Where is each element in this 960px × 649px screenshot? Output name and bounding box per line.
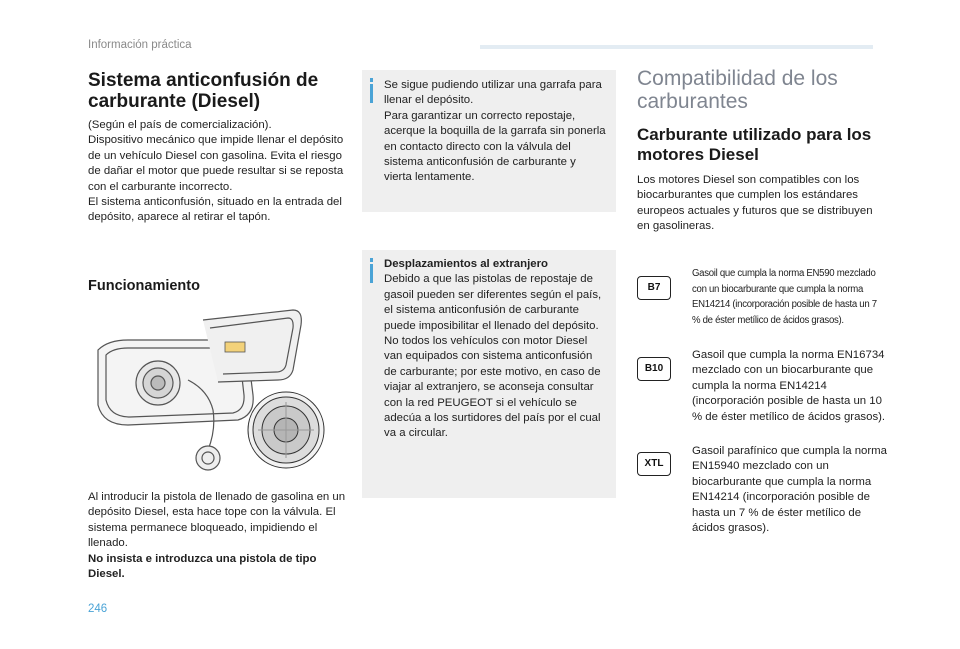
warning-text: No insista e introduzca una pistola de tipo Diesel. xyxy=(88,552,317,581)
jerrycan-note-text: Se sigue pudiendo utilizar una garrafa para llenar el depósito. Para garantizar un correcto repostaje, acerque la boquilla de la garrafa sin ponerla en contacto directo con la válvula del sistema anticonfusión de carburante y vierta lentamente. xyxy=(384,79,606,184)
fuel-label-b7: B7 xyxy=(637,276,671,300)
fuel-label-b10: B10 xyxy=(637,357,671,381)
fuel-label-xtl: XTL xyxy=(637,452,671,476)
info-note-jerrycan xyxy=(362,70,616,212)
fuel-filler-illustration xyxy=(88,300,338,480)
info-note-abroad xyxy=(362,250,616,498)
section-header: Información práctica xyxy=(88,39,192,51)
fuel-desc-xtl: Gasoil parafínico que cumpla la norma EN15940 mezclado con un biocarburante que cumpla la norma EN14214 (incorporación posible de hasta un 7 % de éster metílico de ácidos grasos). xyxy=(692,445,888,535)
diesel-fuel-heading: Carburante utilizado para los motores Diesel xyxy=(637,125,872,164)
header-divider xyxy=(480,45,873,49)
operation-text: Al introducir la pistola de llenado de gasolina en un depósito Diesel, esta hace tope con la válvula. El sistema permanece bloqueado, impidiendo el llenado. xyxy=(88,491,346,550)
compatibility-title: Compatibilidad de los carburantes xyxy=(637,67,838,113)
abroad-note-text: Debido a que las pistolas de repostaje de gasoil pueden ser diferentes según el país, el sistema anticonfusión de carburante puede imposibilitar el llenado del depósito. No todos los vehículos con motor Diesel van equipados con sistema anticonfusión de carburante; por este motivo, en caso de viajar al extranjero, se aconseja consultar con la red PEUGEOT si el vehículo se adecúa a los surtidores del país por el cual va a circular. xyxy=(384,273,602,440)
operation-paragraph xyxy=(88,490,350,582)
info-marker-icon xyxy=(370,84,373,103)
operation-heading: Funcionamiento xyxy=(88,278,200,294)
info-marker-icon xyxy=(370,264,373,283)
diesel-intro-paragraph: Los motores Diesel son compatibles con los biocarburantes que cumplen los estándares europeos actuales y futuros que se distribuyen en gasolineras. xyxy=(637,174,873,233)
info-marker-dot xyxy=(370,78,373,82)
intro-paragraph: (Según el país de comercialización). Dispositivo mecánico que impide llenar el depósito de un vehículo Diesel con gasolina. Evita el riesgo de dañar el motor que puede resultar si se reposta con el carburante incorrecto. El sistema anticonfusión, situado en la entrada del depósito, aparece al retirar el tapón. xyxy=(88,119,344,224)
fuel-desc-b10: Gasoil que cumpla la norma EN16734 mezclado con un biocarburante que cumpla la norma EN14214 (incorporación posible de hasta un 10 % de éster metílico de ácidos grasos). xyxy=(692,349,886,423)
abroad-note-title: Desplazamientos al extranjero xyxy=(384,258,548,270)
info-marker-dot xyxy=(370,258,373,262)
section-title: Sistema anticonfusión de carburante (Diesel) xyxy=(88,70,319,112)
fuel-desc-b7: Gasoil que cumpla la norma EN590 mezclado con un biocarburante que cumpla la norma EN14214 (incorporación posible de hasta un 7 % de éster metílico de ácidos grasos). xyxy=(692,268,877,326)
page-number: 246 xyxy=(88,603,108,615)
